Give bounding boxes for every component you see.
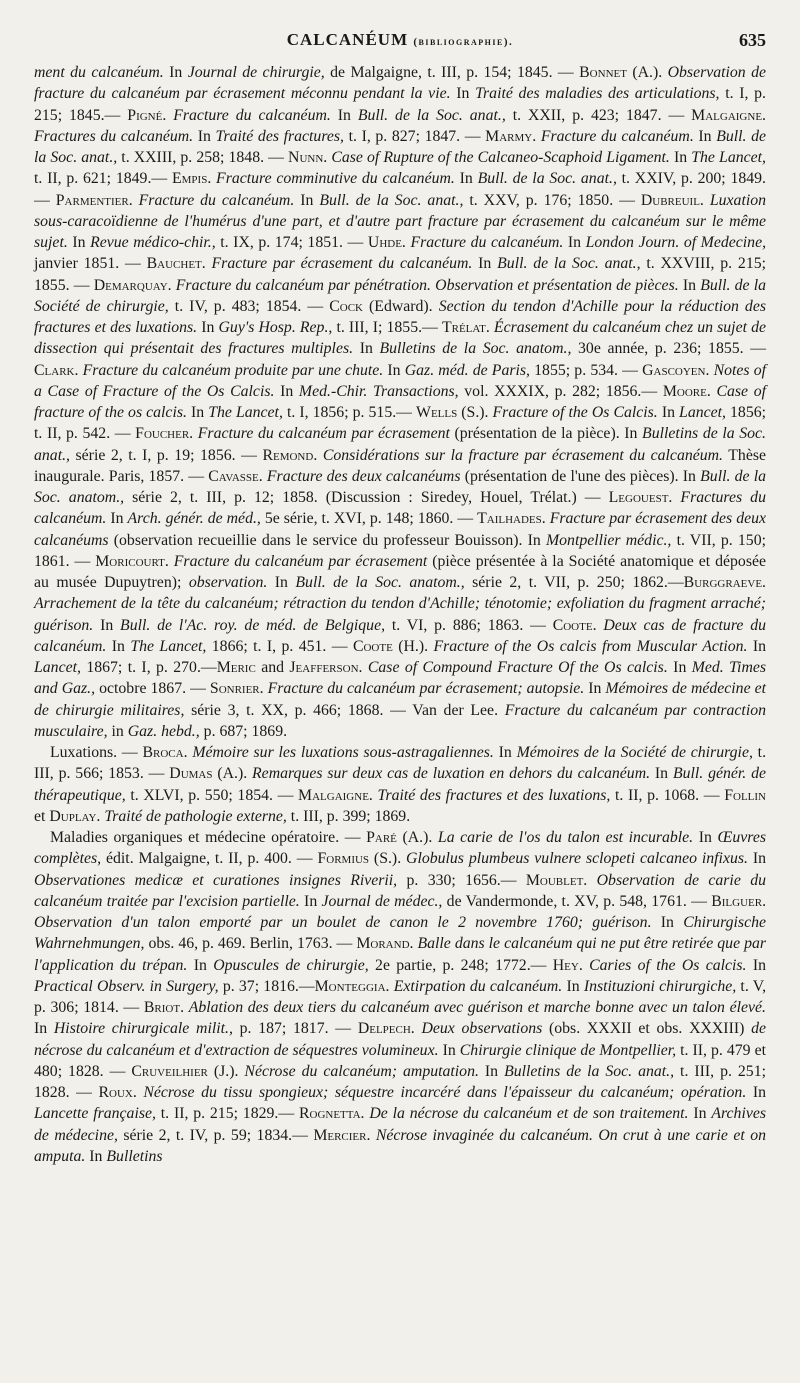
text-run: In [106, 510, 128, 528]
italic-title: Traité des maladies des articulations, [475, 85, 720, 103]
text-run: t. II, p. 215; 1829.— [155, 1105, 299, 1123]
author-name: Legouest. [608, 489, 673, 506]
italic-title: Bull. de la Soc. anat., [34, 127, 767, 166]
author-name: Cruveilhier [131, 1062, 208, 1080]
italic-title: The Lancet, [691, 149, 766, 166]
italic-title: Fracture du calcanéum par pénétration. Observation et présentation de pièces. [175, 276, 679, 294]
italic-title: Case of Compound Fracture Of the Os calcis. [367, 659, 668, 676]
italic-title: Bull. de la Société de chirurgie, [34, 276, 767, 315]
italic-title: Bull. de la Soc. anatom., [34, 467, 767, 506]
text-run: In [747, 637, 767, 655]
text-run: Thèse inaugurale. Paris, 1857. — [34, 446, 766, 485]
text-run: (obs. XXXII et obs. XXXIII) [542, 1020, 752, 1038]
author-name: Morand. [356, 935, 414, 953]
text-run: t. XLVI, p. 550; 1854. — [125, 786, 299, 804]
italic-title: Caries of the Os calcis. [589, 956, 747, 974]
text-run: série 2, t. VII, p. 250; 1862.— [464, 574, 684, 591]
italic-title: Bulletins [106, 1147, 163, 1165]
author-name: Meric [216, 659, 256, 676]
text-run: octobre 1867. — [95, 680, 210, 698]
italic-title: Case of fracture of the os calcis. [34, 382, 767, 421]
text-run: t. I, 1856; p. 515.— [282, 404, 417, 421]
text-run: t. VI, p. 886; 1863. — [385, 616, 553, 634]
text-run: In [746, 956, 766, 974]
italic-title: Chirurgische Wahrnehmungen, [34, 914, 766, 953]
page-number: 635 [739, 30, 766, 50]
text-run: p. 687; 1869. [199, 722, 288, 740]
italic-title: Med. Times and Gaz., [34, 659, 767, 698]
text-run: In [383, 361, 405, 379]
italic-title: Histoire chirurgicale milit., [53, 1020, 233, 1038]
italic-title: Bull. de la Soc. anat., [319, 191, 464, 209]
text-run: In [493, 744, 517, 761]
text-run: In [651, 914, 684, 931]
header-title: CALCANÉUM [286, 30, 409, 49]
text-run: t. II, p. 1068. — [610, 786, 725, 804]
header-subtitle: (bibliographie). [413, 36, 514, 48]
author-name: Burggraeve. [683, 574, 766, 591]
text-run: In [267, 574, 296, 591]
italic-title: Notes of a Case of Fracture of the Os Calcis. [34, 361, 767, 400]
author-name: Marmy. [485, 127, 537, 145]
italic-title: Fracture du calcanéum produite par une chute. [82, 361, 384, 379]
italic-title: Mémoire sur les luxations sous-astragaliennes. [192, 744, 494, 761]
text-run: (H.). [392, 637, 434, 655]
italic-title: Nécrose du tissu spongieux; séquestre incarcéré dans l'épaisseur du calcanéum; opération. [143, 1084, 747, 1101]
text-run: In [186, 404, 209, 421]
text-run: (S.). [457, 404, 493, 421]
text-run: (présentation de l'une des pièces). In [460, 467, 701, 485]
text-run: In [584, 680, 606, 698]
author-name: Jeafferson. [289, 659, 363, 676]
italic-title: Extirpation du calcanéum. [393, 977, 563, 995]
italic-title: Bulletins de la Soc. anat., [34, 425, 767, 464]
italic-title: Bull. de la Soc. anat., [357, 106, 506, 124]
text-run: In [678, 276, 701, 294]
paragraph-fractures [34, 62, 766, 742]
text-run: In [669, 149, 692, 166]
text-run: (J.). [207, 1062, 245, 1080]
text-run: in [107, 722, 128, 740]
author-name: Parmentier. [55, 191, 133, 209]
text-run: obs. 46, p. 469. Berlin, 1763. — [144, 935, 357, 953]
italic-title: Nécrose du calcanéum; amputation. [244, 1062, 479, 1080]
italic-title: Bulletins de la Soc. anatom., [379, 340, 572, 358]
text-run: In [299, 892, 322, 910]
italic-title: Fractures du calcanéum. [34, 127, 194, 145]
author-name: Coote. [552, 616, 597, 634]
italic-title: The Lancet, [130, 637, 207, 655]
italic-title: Lancette française, [34, 1105, 156, 1123]
text-run: In [688, 1105, 712, 1123]
text-run: (A.). [396, 829, 438, 846]
text-run: (observation recueillie dans le service du professeur Bouisson). In [108, 531, 546, 549]
text-run: In [187, 956, 214, 974]
italic-title: Observation de fracture du calcanéum par écrasement méconnu pendant la vie. [34, 64, 767, 103]
text-run: Maladies organiques et médecine opératoire. — [50, 829, 367, 846]
author-name: Coote [352, 637, 393, 655]
italic-title: Fractures du calcanéum. [34, 489, 766, 528]
author-name: Formius [317, 850, 370, 868]
author-name: Clark. [34, 361, 79, 379]
italic-title: De la nécrose du calcanéum et de son traitement. [369, 1105, 689, 1123]
author-name: Moublet. [525, 871, 588, 889]
italic-title: Globulus plumbeus vulnere sclopeti calcaneo infixus. [406, 850, 748, 868]
author-name: Malgaigne. [298, 786, 373, 804]
text-run: (S.). [369, 850, 407, 868]
italic-title: Nécrose invaginée du calcanéum. On crut à une carie et on amputa. [34, 1126, 766, 1165]
italic-title: Lancet, [34, 659, 81, 676]
italic-title: Œuvres complètes, [34, 829, 767, 868]
text-run: série 2, t. I, p. 19; 1856. — [69, 446, 263, 464]
text-run: série 3, t. XX, p. 466; 1868. — Van der Lee. [184, 701, 505, 719]
text-run: In [746, 1084, 766, 1101]
author-name: Nunn. [288, 149, 328, 166]
text-run: p. 37; 1816.— [218, 977, 315, 995]
author-name: Monteggia. [314, 977, 390, 995]
italic-title: Bull. de l'Ac. roy. de méd. de Belgique, [120, 616, 386, 634]
text-run: In [454, 170, 478, 188]
text-run: In [747, 850, 766, 868]
text-run: vol. XXXIX, p. 282; 1856.— [458, 382, 663, 400]
italic-title: Journal de chirurgie, [187, 64, 325, 81]
italic-title: Section du tendon d'Achille pour la réduction des fractures et des luxations. [34, 297, 766, 336]
running-header [34, 30, 766, 60]
italic-title: Archives de médecine, [34, 1105, 767, 1144]
text-run: In [67, 234, 91, 251]
author-name: Broca. [142, 744, 188, 761]
text-run: In [106, 637, 131, 655]
author-name: Paré [366, 829, 397, 846]
author-name: Tailhades. [477, 510, 546, 528]
italic-title: Balle dans le calcanéum qui ne put être retirée que par l'application du trépan. [34, 935, 767, 974]
text-run: t. III, p. 251; 1828. — [34, 1062, 766, 1101]
text-run: 30e année, p. 236; 1855. — [571, 340, 767, 358]
italic-title: Fracture of the Os calcis from Muscular Action. [433, 637, 748, 655]
text-run: t. I, p. 215; 1845.— [34, 85, 766, 124]
text-run: de Vandermonde, t. XV, p. 548, 1761. — [442, 892, 712, 910]
text-run: 1867; t. I, p. 270.— [80, 659, 217, 676]
text-run: (Edward). [363, 297, 439, 315]
italic-title: Observationes medicæ et curationes insignes Riverii, [34, 871, 398, 889]
text-run: 1866; t. I, p. 451. — [206, 637, 353, 655]
author-name: Cavasse. [208, 467, 263, 485]
text-run: In [353, 340, 380, 358]
italic-title: Fracture du calcanéum. [410, 234, 564, 251]
italic-title: Deux cas de fracture du calcanéum. [34, 616, 767, 655]
text-run: et [34, 807, 50, 825]
text-run: t. III, I; 1855.— [332, 319, 442, 336]
author-name: Bilguer. [711, 892, 767, 910]
author-name: Bonnet [579, 64, 627, 81]
text-run: Luxations. — [50, 744, 143, 761]
author-name: Gascoyen. [642, 361, 710, 379]
author-name: Malgaigne. [691, 106, 766, 124]
text-run: t. IX, p. 174; 1851. — [215, 234, 368, 251]
author-name: Follin [724, 786, 766, 804]
italic-title: Case of Rupture of the Calcaneo-Scaphoid Ligament. [331, 149, 670, 166]
text-run: In [34, 1020, 54, 1038]
text-run: In [650, 765, 673, 783]
text-run: t. XXVIII, p. 215; 1855. — [34, 255, 767, 294]
italic-title: Bull. génér. de thérapeutique, [34, 765, 766, 804]
text-run: édit. Malgaigne, t. II, p. 400. — [101, 850, 318, 868]
author-name: Wells [416, 404, 458, 421]
italic-title: Arrachement de la tête du calcanéum; rétraction du tendon d'Achille; ténotomie; exfoliation du fragment arraché; guérison. [34, 595, 766, 634]
author-name: Duplay. [49, 807, 101, 825]
italic-title: The Lancet, [208, 404, 283, 421]
text-run: t. XXIV, p. 200; 1849. — [34, 170, 766, 209]
italic-title: Mémoires de la Société de chirurgie, [516, 744, 753, 761]
italic-title: Journal de médec., [321, 892, 443, 910]
text-run: 1855; p. 534. — [530, 361, 643, 379]
italic-title: Montpellier médic., [546, 531, 672, 549]
text-run: 2e partie, p. 248; 1772.— [368, 956, 553, 974]
italic-title: Traité de pathologie externe, [104, 807, 287, 825]
author-name: Mercier. [313, 1126, 371, 1144]
italic-title: Fracture du calcanéum par contraction musculaire, [34, 701, 767, 740]
italic-title: Gaz. méd. de Paris, [404, 361, 530, 379]
text-run: (présentation de la pièce). In [449, 425, 643, 443]
text-run: t. II, p. 621; 1849.— [34, 170, 172, 188]
text-run: t. V, p. 306; 1814. — [34, 977, 767, 1016]
text-run: In [472, 255, 498, 273]
italic-title: Observation de carie du calcanéum traitée par l'excision partielle. [34, 871, 766, 910]
text-run: t. I, p. 827; 1847. — [344, 127, 486, 145]
italic-title: Guy's Hosp. Rep., [218, 319, 333, 336]
text-run: série 2, t. IV, p. 59; 1834.— [117, 1126, 314, 1144]
author-name: Briot. [143, 999, 185, 1016]
italic-title: Ablation des deux tiers du calcanéum avec guérison et marche bonne avec un talon élevé. [188, 999, 766, 1016]
italic-title: Fracture of the Os Calcis. [492, 404, 658, 421]
text-run: (pièce présentée à la Société anatomique et déposée au musée Dupuytren); [34, 552, 766, 591]
text-run: In [438, 1041, 460, 1059]
italic-title: Bull. de la Soc. anat., [477, 170, 617, 188]
author-name: Hey. [552, 956, 583, 974]
italic-title: observation. [188, 574, 268, 591]
author-name: Dubreuil. [640, 191, 704, 209]
author-name: Rognetta. [298, 1105, 365, 1123]
italic-title: Fracture du calcanéum. [138, 191, 295, 209]
author-name: Remond. [262, 446, 318, 464]
text-run: de Malgaigne, t. III, p. 154; 1845. — [324, 64, 580, 81]
text-run: In [274, 382, 299, 400]
italic-title: Traité des fractures, [215, 127, 344, 145]
italic-title: Fracture du calcanéum par écrasement [173, 552, 428, 570]
text-run: In [562, 977, 584, 995]
text-run: In [163, 64, 188, 81]
text-run: t. IV, p. 483; 1854. — [168, 297, 330, 315]
italic-title: Practical Observ. in Surgery, [34, 977, 219, 995]
italic-title: Lancet, [679, 404, 726, 421]
text-run: t. XXII, p. 423; 1847. — [505, 106, 692, 124]
author-name: Foucher. [135, 425, 194, 443]
text-run: 1856; t. II, p. 542. — [34, 404, 767, 443]
italic-title: Fracture comminutive du calcanéum. [216, 170, 455, 188]
italic-title: Fracture par écrasement des deux calcanéums [34, 510, 767, 549]
text-run: t. III, p. 399; 1869. [286, 807, 411, 825]
text-run: In [563, 234, 586, 251]
text-run: t. VII, p. 150; 1861. — [34, 531, 766, 570]
italic-title: Fracture des deux calcanéums [266, 467, 461, 485]
text-run: janvier 1851. — [34, 255, 147, 273]
author-name: Uhde. [367, 234, 406, 251]
author-name: Bauchet. [146, 255, 206, 273]
italic-title: Mémoires de médecine et de chirurgie militaires, [34, 680, 767, 719]
text-run: In [197, 319, 219, 336]
italic-title: Fracture par écrasement du calcanéum. [211, 255, 473, 273]
italic-title: Revue médico-chir., [90, 234, 216, 251]
italic-title: Écrasement du calcanéum chez un sujet de dissection qui présentait des fractures multiples. [34, 319, 766, 358]
author-name: Empis. [171, 170, 212, 188]
text-run: t. II, p. 479 et 480; 1828. — [34, 1041, 767, 1080]
author-name: Demarquay. [93, 276, 172, 294]
italic-title: Instituzioni chirurgiche, [583, 977, 737, 995]
paragraph-luxations [34, 742, 766, 827]
text-run: In [85, 1147, 107, 1165]
text-run: 5e série, t. XVI, p. 148; 1860. — [260, 510, 478, 528]
text-run: In [657, 404, 680, 421]
text-run: p. 187; 1817. — [232, 1020, 358, 1038]
text-run: In [93, 616, 121, 634]
text-run: In [193, 127, 216, 145]
running-title [34, 30, 766, 50]
text-run: p. 330; 1656.— [397, 871, 526, 889]
italic-title: Remarques sur deux cas de luxation en dehors du calcanéum. [252, 765, 651, 783]
italic-title: Luxation sous-caracoïdienne de l'humérus d'une part, et d'autre part fracture par écrasement du calcanéum sur le même sujet. [34, 191, 767, 251]
italic-title: Bulletins de la Soc. anat., [504, 1062, 675, 1080]
author-name: Cock [329, 297, 363, 315]
author-name: Moricourt. [95, 552, 169, 570]
italic-title: Gaz. hebd., [127, 722, 200, 740]
text-run: t. XXV, p. 176; 1850. — [463, 191, 641, 209]
author-name: Trélat. [441, 319, 490, 336]
italic-title: Observation d'un talon emporté par un boulet de canon le 2 novembre 1760; guérison. [34, 914, 652, 931]
text-run: (A.). [212, 765, 253, 783]
text-run: In [693, 829, 718, 846]
italic-title: Traité des fractures et des luxations, [377, 786, 611, 804]
text-run: In [667, 659, 692, 676]
italic-title: Fracture du calcanéum par écrasement; autopsie. [267, 680, 585, 698]
author-name: Pigné. [127, 106, 167, 124]
text-run: (A.). [626, 64, 668, 81]
italic-title: Deux observations [421, 1020, 543, 1038]
italic-title: Arch. génér. de méd., [127, 510, 261, 528]
author-name: Sonrier. [209, 680, 264, 698]
italic-title: de nécrose du calcanéum et d'extraction de séquestres volumineux. [34, 1020, 766, 1059]
italic-title: Med.-Chir. Transactions, [298, 382, 459, 400]
author-name: Roux. [98, 1084, 137, 1101]
author-name: Dumas [169, 765, 213, 783]
italic-title: Bull. de la Soc. anat., [497, 255, 641, 273]
bibliography-text [34, 62, 766, 1167]
italic-title: Fracture du calcanéum par écrasement [197, 425, 450, 443]
author-name: Moore. [662, 382, 711, 400]
italic-title: Bull. de la Soc. anatom., [295, 574, 465, 591]
text-run: série 2, t. III, p. 12; 1858. (Discussion : Siredey, Houel, Trélat.) — [124, 489, 609, 506]
italic-title: La carie de l'os du talon est incurable. [437, 829, 694, 846]
text-run: t. III, p. 566; 1853. — [34, 744, 767, 783]
text-run: In [478, 1062, 505, 1080]
text-run [587, 872, 596, 889]
paragraph-maladies-organiques [34, 827, 766, 1167]
italic-title: Fracture du calcanéum. [540, 127, 694, 145]
italic-title: Opuscules de chirurgie, [213, 956, 369, 974]
italic-title: Fracture du calcanéum. [173, 106, 331, 124]
italic-title: Chirurgie clinique de Montpellier, [459, 1041, 677, 1059]
text-run: In [693, 127, 717, 145]
text-run: In [294, 191, 320, 209]
author-name: Delpech. [357, 1020, 415, 1038]
text-run: In [450, 85, 476, 103]
italic-title: ment du calcanéum. [34, 64, 164, 81]
italic-title: Considérations sur la fracture par écrasement du calcanéum. [322, 446, 724, 464]
text-run: In [330, 106, 358, 124]
italic-title: London Journ. of Medecine, [585, 234, 767, 251]
text-run: t. XXIII, p. 258; 1848. — [117, 149, 289, 166]
text-run: and [255, 659, 290, 676]
